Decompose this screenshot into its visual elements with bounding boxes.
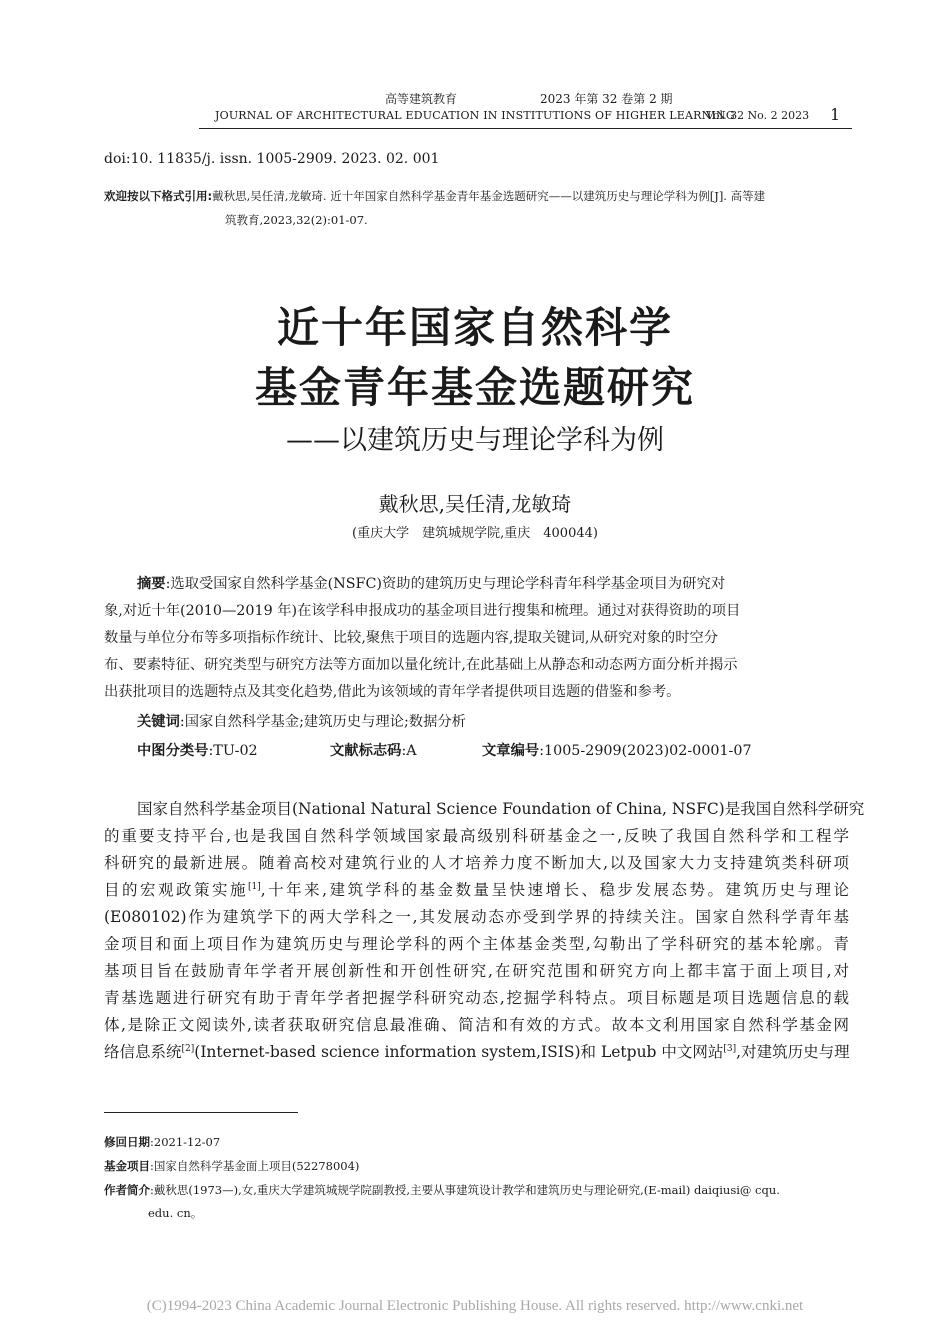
abstract-label: 摘要 (137, 576, 166, 592)
citation-text-1: 戴秋思,吴任清,龙敏琦. 近十年国家自然科学基金青年基金选题研究——以建筑历史与理论学科为例[J]. 高等建 (212, 189, 766, 203)
footnote-revised-date: 修回日期:2021-12-07 (104, 1135, 221, 1149)
abstract-line-1: 摘要:选取受国家自然科学基金(NSFC)资助的建筑历史与理论学科青年科学基金项目为研究对 (137, 576, 726, 592)
citation-label: 欢迎按以下格式引用: (104, 189, 213, 203)
body-line-4: 目的宏观政策实施[1],十年来,建筑学科的基金数量呈快速增长、稳步发展态势。建筑历史与理论 (104, 881, 849, 899)
body-line-6: 金项目和面上项目作为建筑历史与理论学科的两个主体基金类型,勾勒出了学科研究的基本轮廓。青 (104, 935, 849, 953)
issue-info-cn: 2023 年第 32 卷第 2 期 (540, 92, 673, 106)
header-rule (199, 128, 852, 129)
keywords: 关键词:国家自然科学基金;建筑历史与理论;数据分析 (137, 714, 466, 730)
keywords-label: 关键词 (137, 714, 180, 730)
reference-3[interactable]: [3] (723, 1043, 737, 1054)
subtitle: ——以建筑历史与理论学科为例 (286, 425, 664, 456)
article-number: 文章编号:1005-2909(2023)02-0001-07 (482, 743, 752, 759)
authors: 戴秋思,吴任清,龙敏琦 (378, 492, 572, 516)
body-line-8: 青基选题进行研究有助于青年学者把握学科研究动态,挖掘学科特点。项目标题是项目选题信息的载 (104, 989, 849, 1007)
document-code: 文献标志码:A (330, 743, 417, 759)
body-line-3: 科研究的最新进展。随着高校对建筑行业的人才培养力度不断加大,以及国家大力支持建筑类科研项 (104, 854, 849, 872)
body-line-10: 络信息系统[2](Internet-based science information system,ISIS)和 Letpub 中文网站[3],对建筑历史与理 (104, 1043, 850, 1061)
doi: doi:10. 11835/j. issn. 1005-2909. 2023. 02. 001 (104, 151, 440, 167)
page-number: 1 (830, 105, 841, 124)
copyright-notice: (C)1994-2023 China Academic Journal Electronic Publishing House. All rights reserved. http://www.cnki.net (146, 1298, 804, 1314)
footnote-author-2: edu. cn。 (148, 1206, 203, 1220)
footnote-author: 作者简介:戴秋思(1973—),女,重庆大学建筑城规学院副教授,主要从事建筑设计教学和建筑历史与理论研究,(E-mail) daiqiusi@ cqu. (104, 1183, 780, 1197)
volume-info-en: Vol. 32 No. 2 2023 (706, 109, 810, 122)
abstract-line-3: 数量与单位分布等多项指标作统计、比较,聚焦于项目的选题内容,提取关键词,从研究对象的时空分 (104, 630, 719, 646)
reference-1[interactable]: [1] (247, 881, 261, 892)
abstract-line-2: 象,对近十年(2010—2019 年)在该学科申报成功的基金项目进行搜集和梳理。通过对获得资助的项目 (104, 603, 741, 619)
abstract-line-5: 出获批项目的选题特点及其变化趋势,借此为该领域的青年学者提供项目选题的借鉴和参考。 (104, 684, 681, 700)
body-line-1: 国家自然科学基金项目(National Natural Science Foundation of China, NSFC)是我国自然科学研究 (137, 800, 865, 818)
journal-name-en: JOURNAL OF ARCHITECTURAL EDUCATION IN INSTITUTIONS OF HIGHER LEARNING (215, 109, 735, 122)
body-line-7: 基项目旨在鼓励青年学者开展创新性和开创性研究,在研究范围和研究方向上都丰富于面上项目,对 (104, 962, 849, 980)
body-line-2: 的重要支持平台,也是我国自然科学领域国家最高级别科研基金之一,反映了我国自然科学和工程学 (104, 827, 849, 845)
citation-line-1 (104, 188, 765, 204)
clc-number: 中图分类号:TU-02 (137, 743, 258, 759)
journal-name-cn: 高等建筑教育 (385, 92, 458, 106)
body-line-9: 体,是除正文阅读外,读者获取研究信息最准确、简洁和有效的方式。故本文利用国家自然科学基金网 (104, 1016, 849, 1034)
affiliation: (重庆大学 建筑城规学院,重庆 400044) (352, 526, 598, 541)
citation-line-2: 筑教育,2023,32(2):01-07. (225, 213, 368, 227)
reference-2[interactable]: [2] (181, 1043, 195, 1054)
title-line-1: 近十年国家自然科学 (276, 303, 673, 352)
footnote-rule (104, 1112, 298, 1113)
footnote-fund: 基金项目:国家自然科学基金面上项目(52278004) (104, 1159, 360, 1173)
title-line-2: 基金青年基金选题研究 (254, 363, 695, 412)
body-line-5: (E080102)作为建筑学下的两大学科之一,其发展动态亦受到学界的持续关注。国家自然科学青年基 (104, 908, 849, 926)
abstract-line-4: 布、要素特征、研究类型与研究方法等方面加以量化统计,在此基础上从静态和动态两方面分析并揭示 (104, 657, 738, 673)
